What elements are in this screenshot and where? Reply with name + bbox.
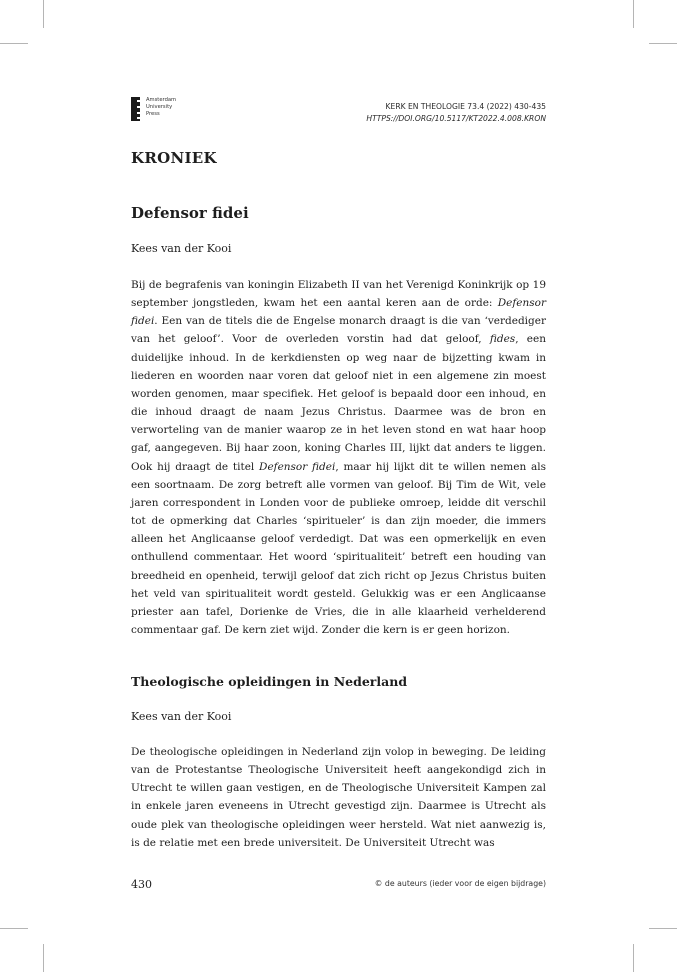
article-author: Kees van der Kooi [131,242,232,255]
section-title: KRONIEK [131,149,217,167]
publisher-name-line: Amsterdam [146,97,177,103]
crop-mark [633,944,634,972]
italic-text-run: Defensor fidei [259,460,336,473]
crop-mark [0,43,28,44]
text-run: , maar hij lijkt dit te willen nemen als een soortnaam. De zorg betreft alle vormen van geloof. Bij Tim de Wit, vele jaren correspondent in Londen voor de publieke omroep, leidde dit verschil tot de opmerking dat Charles ‘spiritueler’ is dan zijn moeder, die immers alleen het Anglicaanse geloof verdedigt. Dat was een opmerkelijk en even onthullend commentaar. Het woord ‘spiritualiteit’ betreft een houding van breedheid en openheid, terwijl geloof dat zich richt op Jezus Christus buiten het veld van spiritualiteit wordt gesteld. Gelukkig was er een Anglicaanse priester aan tafel, Dorienke de Vries, die in alle klaarheid verhelderend commentaar gaf. De kern ziet wijd. Zonder die kern is er geen horizon. [131,460,546,636]
italic-text-run: fides [489,333,516,346]
text-run: , een duidelijke inhoud. In de kerkdiensten op weg naar de bijzetting kwam in liederen en woorden naar voren dat geloof niet in een algemene zin moest worden genomen, maar specifiek. Het geloof is bepaald door een inhoud, en die inhoud draagt de naam Jezus Christus. Daarmee was de bron en verworteling van de manier waarop ze in het leven stond en wat haar hoop gaf, aangegeven. Bij haar zoon, koning Charles III, lijkt dat anders te liggen. Ook hij draagt de titel [131,333,546,473]
article-author: Kees van der Kooi [131,710,232,723]
page-number: 430 [131,878,152,891]
crop-mark [43,944,44,972]
article-body-paragraph: De theologische opleidingen in Nederland zijn volop in beweging. De leiding van de Protestantse Theologische Universiteit heeft aangekondigd zich in Utrecht te willen gaan vestigen, en de Theologische Universiteit Kampen zal in enkele jaren eveneens in Utrecht gevestigd zijn. Daarmee is Utrecht als oude plek van theologische opleidingen weer hersteld. Wat niet aanwezig is, is de relatie met een brede universiteit. De Universiteit Utrecht was [131,746,546,849]
journal-reference [366,101,546,125]
text-run: Bij de begrafenis van koningin Elizabeth II van het Verenigd Koninkrijk op 19 september jongstleden, kwam het een aantal keren aan de orde: [131,279,546,310]
publisher-name-line: Press [146,111,160,117]
article-body-paragraph [131,276,546,639]
journal-citation: KERK EN THEOLOGIE 73.4 (2022) 430-435 [385,102,546,111]
crop-mark [649,43,677,44]
crop-mark [649,928,677,929]
crop-mark [0,928,28,929]
aup-logo-icon [131,97,140,121]
copyright-notice: © de auteurs (ieder voor de eigen bijdrage) [374,879,546,888]
journal-doi: HTTPS://DOI.ORG/10.5117/KT2022.4.008.KRON [366,114,546,123]
text-run: . Een van de titels die de Engelse monarch draagt is die van ‘verdediger van het geloof’. Voor de overleden vorstin had dat geloof, [131,315,546,346]
crop-mark [43,0,44,28]
publisher-name-line: University [146,104,173,110]
article-title: Theologische opleidingen in Nederland [131,674,408,689]
article-title: Defensor fidei [131,204,249,222]
publisher-name [146,97,176,118]
italic-text-run: Defensor fidei [131,297,546,328]
crop-mark [633,0,634,28]
publisher-logo [131,97,176,121]
